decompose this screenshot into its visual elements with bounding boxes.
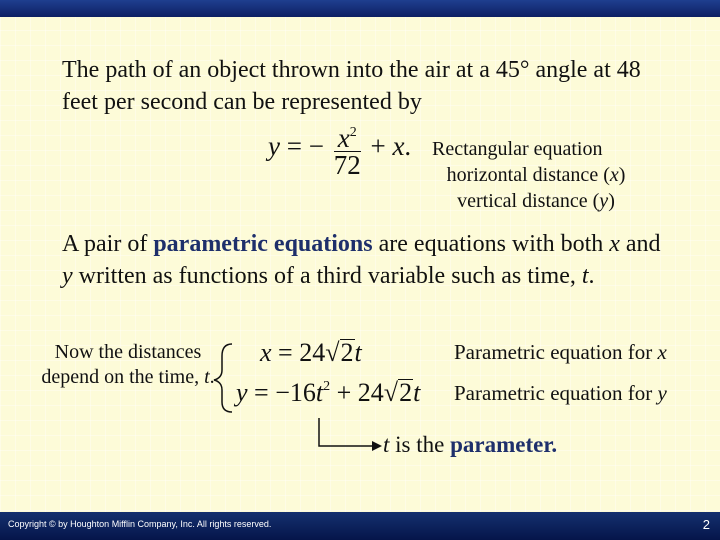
px-lhs: x bbox=[260, 338, 272, 367]
horiz-prefix: horizontal distance ( bbox=[446, 164, 610, 186]
time-note-end: . bbox=[209, 366, 215, 388]
px-radicand: 2 bbox=[340, 338, 354, 367]
py-plus: + 24 bbox=[330, 378, 384, 407]
def-term: parametric equations bbox=[153, 231, 373, 257]
eq1-lhs: y bbox=[268, 131, 280, 162]
rectangular-label: Rectangular equation bbox=[432, 138, 603, 160]
label-y-var: y bbox=[657, 381, 667, 405]
param-note-var: t bbox=[383, 432, 390, 457]
parameter-arrow-line bbox=[319, 418, 372, 446]
vert-prefix: vertical distance ( bbox=[457, 190, 600, 212]
def-middle2: and bbox=[619, 231, 661, 257]
page-number: 2 bbox=[702, 517, 710, 532]
vert-suffix: ) bbox=[608, 190, 615, 212]
def-var-y: y bbox=[62, 263, 73, 289]
system-brace bbox=[214, 344, 232, 412]
def-middle3: written as functions of a third variable such as time, bbox=[72, 263, 582, 289]
eq1-equals: = − bbox=[286, 131, 324, 162]
py-root: √2 bbox=[383, 378, 413, 407]
def-middle1: are equations with both bbox=[372, 231, 610, 257]
py-var1: t bbox=[315, 378, 324, 407]
def-end: . bbox=[588, 263, 595, 289]
time-note-var: t bbox=[204, 366, 210, 388]
def-var-t: t bbox=[581, 263, 589, 289]
eq1-num-var: x bbox=[337, 123, 350, 153]
intro-text: The path of an object thrown into the air at a 45° angle at 48 feet per second can be represented by bbox=[62, 57, 641, 115]
param-note-term: parameter. bbox=[450, 432, 558, 457]
def-var-x: x bbox=[609, 231, 620, 257]
time-note-text: Now the distances depend on the time, bbox=[41, 341, 205, 388]
horiz-var: x bbox=[609, 164, 619, 186]
eq1-dot: . bbox=[404, 131, 412, 162]
parameter-arrow-head bbox=[372, 441, 382, 451]
vert-var: y bbox=[599, 190, 609, 212]
py-eq: = −16 bbox=[247, 378, 316, 407]
eq1-tail-var: x bbox=[392, 131, 405, 162]
eq1-denominator: 72 bbox=[333, 150, 361, 180]
label-y-text: Parametric equation for bbox=[454, 381, 658, 405]
def-prefix: A pair of bbox=[62, 231, 154, 257]
label-x-var: x bbox=[657, 340, 667, 364]
py-var2: t bbox=[413, 378, 421, 407]
eq1-plus: + bbox=[370, 131, 386, 162]
py-lhs: y bbox=[236, 378, 248, 407]
px-root: √2 bbox=[325, 338, 354, 367]
py-radicand: 2 bbox=[399, 378, 413, 407]
px-var: t bbox=[354, 338, 362, 367]
px-eq: = 24 bbox=[271, 338, 326, 367]
py-exp: 2 bbox=[323, 379, 331, 394]
parameter-note bbox=[383, 432, 557, 458]
param-note-text: is the bbox=[389, 432, 451, 457]
eq1-num-exp: 2 bbox=[349, 125, 357, 140]
label-x-text: Parametric equation for bbox=[454, 340, 658, 364]
horiz-suffix: ) bbox=[618, 164, 626, 186]
copyright-text: Copyright © by Houghton Mifflin Company, Inc. All rights reserved. bbox=[8, 519, 272, 529]
